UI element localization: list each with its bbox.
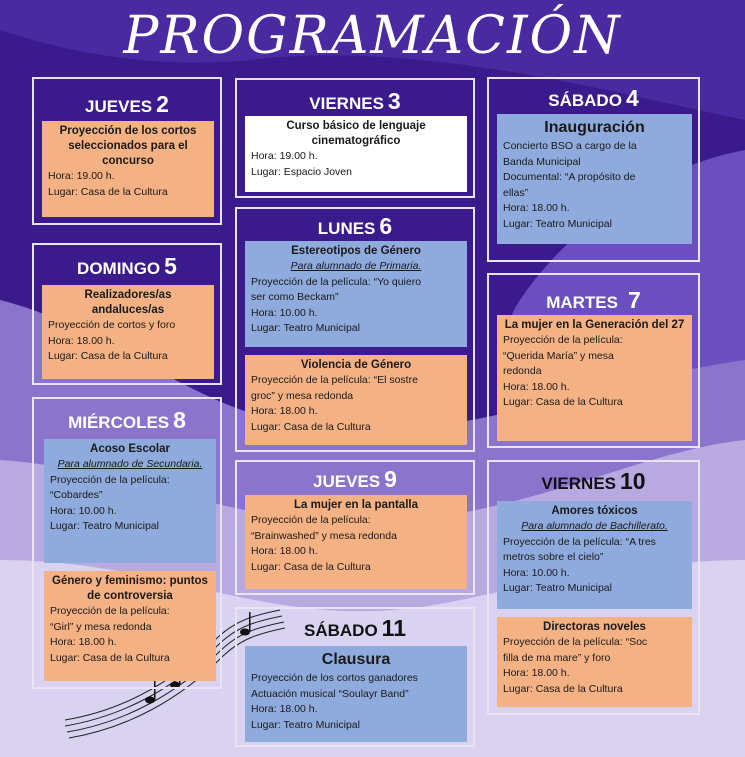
event-line: Proyección de la película: “El sostre <box>251 374 418 386</box>
event-line: Lugar: Teatro Municipal <box>251 718 360 731</box>
event-line: Proyección de la película: <box>503 334 623 346</box>
event-card <box>245 495 467 589</box>
day-card-sabado-11 <box>235 607 475 747</box>
event-line: Lugar: Teatro Municipal <box>50 520 159 532</box>
day-card-lunes-6 <box>235 207 475 452</box>
event-line: Proyección de cortos y foro <box>48 319 176 331</box>
event-title: Amores tóxicos <box>551 505 638 517</box>
event-line: ser como Beckam” <box>251 291 339 303</box>
event-line: Proyección de la película: <box>50 605 170 617</box>
day-header: VIERNES 10 <box>541 468 646 494</box>
event-line: Hora: 18.00 h. <box>251 545 318 557</box>
event-line: Proyección de la película: “Yo quiero <box>251 275 422 288</box>
event-line: Lugar: Teatro Municipal <box>251 322 360 334</box>
event-line: Lugar: Casa de la Cultura <box>503 396 623 408</box>
event-title: Clausura <box>321 651 391 668</box>
event-line: Proyección de la película: “A tres <box>503 535 656 548</box>
event-line: Lugar: Casa de la Cultura <box>251 420 371 433</box>
day-header: DOMINGO 5 <box>77 253 177 279</box>
event-line: Lugar: Casa de la Cultura <box>48 350 168 362</box>
event-line: Hora: 10.00 h. <box>251 306 318 319</box>
event-line: Concierto BSO a cargo de la <box>503 140 637 152</box>
event-line: Lugar: Casa de la Cultura <box>48 185 168 198</box>
event-line: “Girl” y mesa redonda <box>50 620 152 633</box>
event-title: La mujer en la pantalla <box>294 499 418 511</box>
event-title: Directoras noveles <box>543 621 646 633</box>
event-title: La mujer en la Generación del 27 <box>504 319 685 331</box>
event-line: groc” y mesa redonda <box>251 389 354 402</box>
event-card <box>42 285 214 379</box>
event-line: Hora: 19.00 h. <box>251 150 318 162</box>
event-card <box>245 116 467 192</box>
event-line: Proyección de la película: <box>251 514 371 526</box>
event-line: Lugar: Casa de la Cultura <box>50 651 170 664</box>
event-line: redonda <box>503 365 542 377</box>
event-line: Lugar: Teatro Municipal <box>503 582 612 594</box>
event-line: Hora: 18.00 h. <box>503 667 570 679</box>
day-card-jueves-9 <box>235 460 475 595</box>
event-line: Proyección de la película: “Soc <box>503 636 648 648</box>
event-line: “Brainwashed” y mesa redonda <box>251 529 397 542</box>
event-title: Acoso Escolar <box>90 443 170 455</box>
day-card-sabado-4 <box>487 77 700 262</box>
event-card <box>44 571 216 681</box>
day-header: JUEVES 2 <box>85 91 169 117</box>
event-line: Hora: 18.00 h. <box>251 405 318 417</box>
day-header: SÁBADO 11 <box>304 615 406 641</box>
event-line: Proyección de los cortos ganadores <box>251 672 418 684</box>
event-line: Lugar: Casa de la Cultura <box>251 560 371 573</box>
event-line: “Querida María” y mesa <box>503 349 614 362</box>
day-header: LUNES 6 <box>317 213 393 239</box>
day-card-martes-7 <box>487 273 700 448</box>
event-title: Realizadores/as andaluces/as <box>84 289 172 316</box>
event-line: Hora: 19.00 h. <box>48 170 115 182</box>
event-title: Violencia de Género <box>300 359 412 371</box>
event-line: Hora: 10.00 h. <box>503 566 570 579</box>
day-card-miercoles-8 <box>32 397 222 689</box>
event-line: Lugar: Casa de la Cultura <box>503 682 623 695</box>
event-line: filla de ma mare” y foro <box>503 651 611 664</box>
event-line: Banda Municipal <box>503 155 581 168</box>
day-card-viernes-10 <box>487 460 700 715</box>
event-line: ellas” <box>503 186 529 199</box>
event-line: metros sobre el cielo” <box>503 551 604 563</box>
day-header: MIÉRCOLES 8 <box>68 407 186 433</box>
event-title: Curso básico de lenguaje cinematográfico <box>286 120 426 147</box>
event-card <box>497 315 692 441</box>
day-header: JUEVES 9 <box>313 466 397 492</box>
day-header: SÁBADO 4 <box>548 85 639 111</box>
event-subtitle: Para alumnado de Primaria. <box>290 260 422 272</box>
event-line: Hora: 18.00 h. <box>50 636 117 648</box>
event-card <box>497 114 692 244</box>
event-title: Inauguración <box>544 119 645 136</box>
event-card <box>245 241 467 347</box>
event-line: Lugar: Teatro Municipal <box>503 217 612 230</box>
event-card <box>245 355 467 445</box>
event-line: Actuación musical “Soulayr Band” <box>251 687 409 700</box>
event-line: Hora: 18.00 h. <box>503 380 570 393</box>
event-line: “Cobardes” <box>50 489 103 501</box>
event-line: Hora: 18.00 h. <box>503 202 570 214</box>
event-card <box>497 501 692 609</box>
day-card-domingo-5 <box>32 243 222 385</box>
event-subtitle: Para alumnado de Secundaria. <box>57 458 203 470</box>
event-title: Proyección de los cortos seleccionados para el concurso <box>59 125 197 167</box>
event-card <box>245 646 467 742</box>
event-line: Hora: 18.00 h. <box>48 334 115 347</box>
event-card <box>497 617 692 707</box>
day-card-viernes-3 <box>235 78 475 198</box>
day-header: MARTES 7 <box>546 287 641 313</box>
event-line: Documental: “A propósito de <box>503 171 636 183</box>
event-title: Género y feminismo: puntos de controversia <box>52 575 208 602</box>
event-line: Hora: 10.00 h. <box>50 504 117 517</box>
day-card-jueves-2 <box>32 77 222 225</box>
event-card <box>42 121 214 217</box>
day-header: VIERNES 3 <box>309 88 401 114</box>
event-card <box>44 439 216 563</box>
event-subtitle: Para alumnado de Bachillerato. <box>521 520 668 532</box>
event-line: Hora: 18.00 h. <box>251 703 318 715</box>
event-line: Lugar: Espacio Joven <box>251 165 352 178</box>
event-line: Proyección de la película: <box>50 473 170 486</box>
event-title: Estereotipos de Género <box>291 245 421 257</box>
page-title: PROGRAMACIÓN <box>123 6 622 66</box>
